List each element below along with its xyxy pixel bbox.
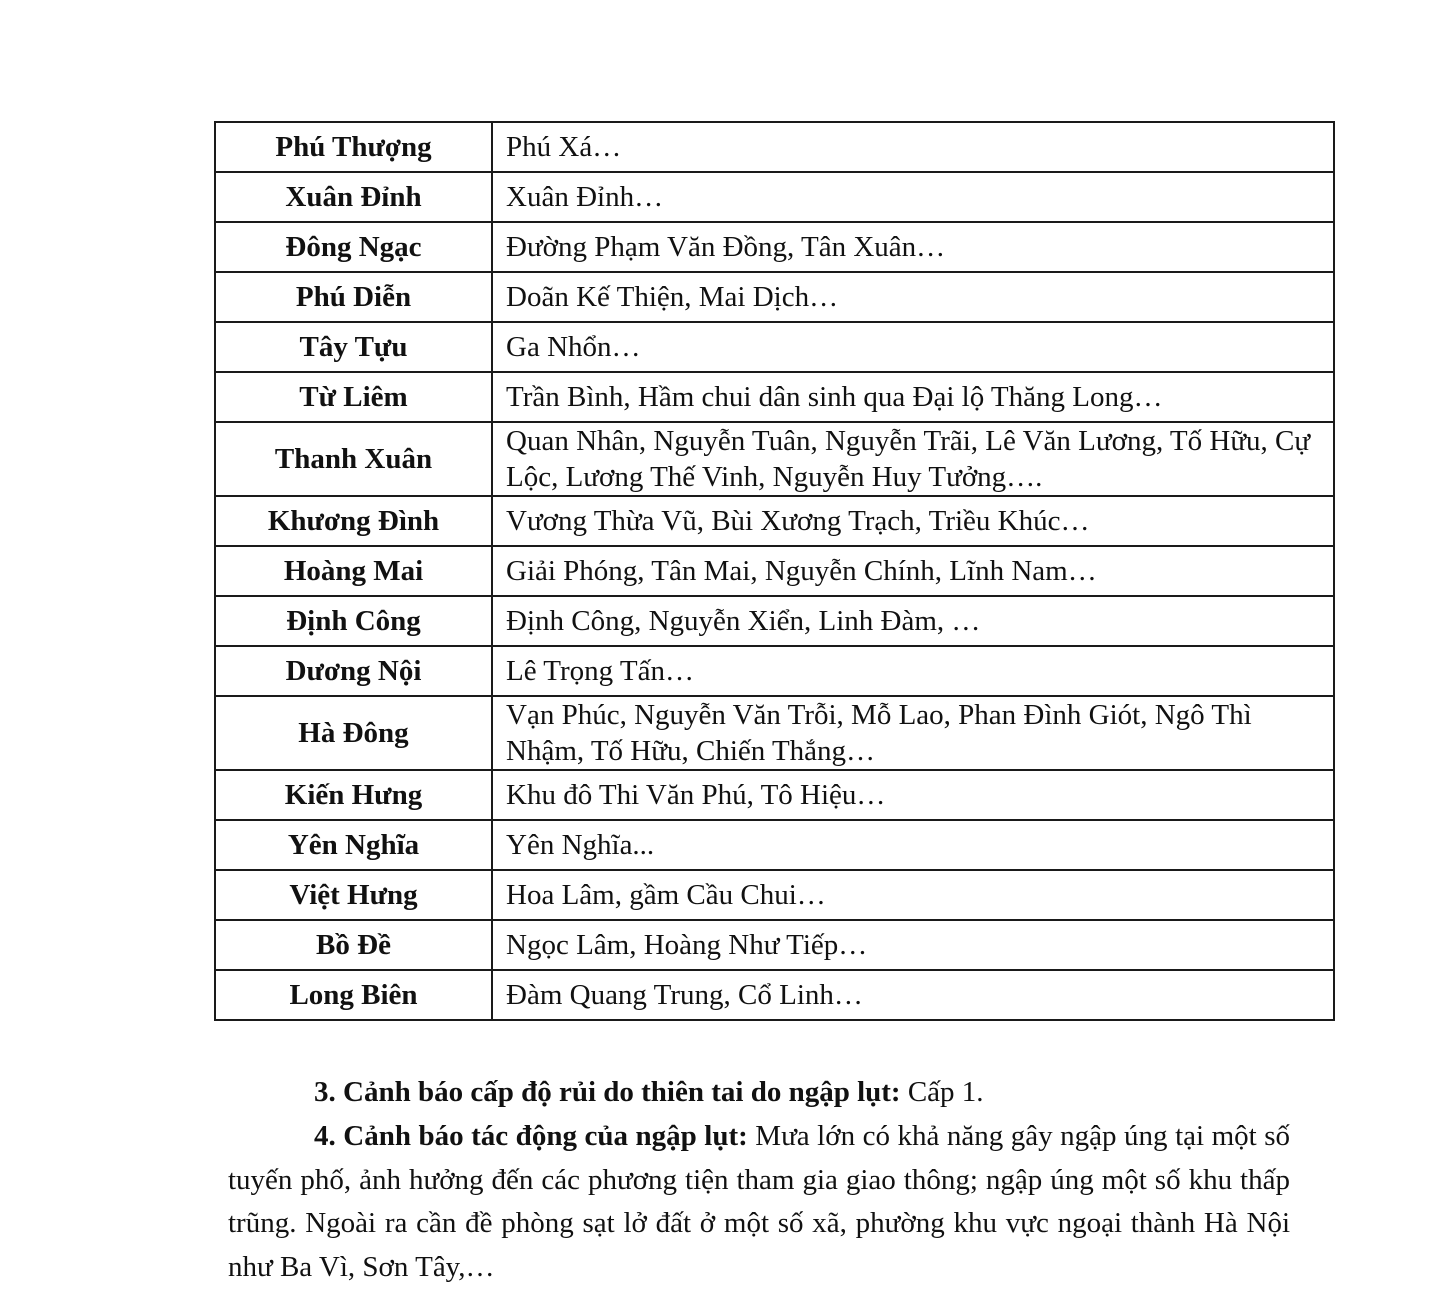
risk-level-heading: 3. Cảnh báo cấp độ rủi do thiên tai do ngập lụt: [314,1076,901,1108]
ward-name-cell: Dương Nội [215,646,492,696]
table-row [215,646,1334,696]
impact-warning-text: Mưa lớn có khả năng gây ngập úng tại một số tuyến phố, ảnh hưởng đến các phương tiện tham gia giao thông; ngập úng một số khu thấp trũng. Ngoài ra cần đề phòng sạt lở đất ở một số xã, phường khu vực ngoại thành Hà Nội như Ba Vì, Sơn Tây,… [228,1120,1290,1283]
table-row [215,920,1334,970]
table-row [215,322,1334,372]
streets-cell: Ga Nhổn… [492,322,1334,372]
streets-cell: Vạn Phúc, Nguyễn Văn Trỗi, Mỗ Lao, Phan Đình Giót, Ngô Thì Nhậm, Tố Hữu, Chiến Thắng… [492,696,1334,770]
ward-name-cell: Bồ Đề [215,920,492,970]
table-row [215,222,1334,272]
ward-name-cell: Từ Liêm [215,372,492,422]
streets-cell: Doãn Kế Thiện, Mai Dịch… [492,272,1334,322]
risk-level-text: Cấp 1. [900,1076,984,1108]
table-row [215,496,1334,546]
table-row [215,122,1334,172]
streets-cell: Ngọc Lâm, Hoàng Như Tiếp… [492,920,1334,970]
ward-name-cell: Hoàng Mai [215,546,492,596]
streets-cell: Xuân Đỉnh… [492,172,1334,222]
risk-level-paragraph [228,1071,1290,1115]
ward-name-cell: Kiến Hưng [215,770,492,820]
ward-name-cell: Việt Hưng [215,870,492,920]
streets-cell: Phú Xá… [492,122,1334,172]
ward-name-cell: Định Công [215,596,492,646]
streets-cell: Đường Phạm Văn Đồng, Tân Xuân… [492,222,1334,272]
streets-cell: Giải Phóng, Tân Mai, Nguyễn Chính, Lĩnh Nam… [492,546,1334,596]
ward-name-cell: Phú Thượng [215,122,492,172]
streets-cell: Quan Nhân, Nguyễn Tuân, Nguyễn Trãi, Lê Văn Lương, Tố Hữu, Cự Lộc, Lương Thế Vinh, Nguyễn Huy Tưởng…. [492,422,1334,496]
streets-cell: Lê Trọng Tấn… [492,646,1334,696]
streets-cell: Khu đô Thi Văn Phú, Tô Hiệu… [492,770,1334,820]
streets-cell: Định Công, Nguyễn Xiển, Linh Đàm, … [492,596,1334,646]
flooding-locations-table [214,121,1335,1021]
ward-name-cell: Yên Nghĩa [215,820,492,870]
streets-cell: Đàm Quang Trung, Cổ Linh… [492,970,1334,1020]
table-row [215,546,1334,596]
table-row [215,696,1334,770]
streets-cell: Trần Bình, Hầm chui dân sinh qua Đại lộ Thăng Long… [492,372,1334,422]
ward-name-cell: Tây Tựu [215,322,492,372]
table-row [215,172,1334,222]
streets-cell: Vương Thừa Vũ, Bùi Xương Trạch, Triều Khúc… [492,496,1334,546]
ward-name-cell: Xuân Đỉnh [215,172,492,222]
ward-name-cell: Long Biên [215,970,492,1020]
impact-warning-heading: 4. Cảnh báo tác động của ngập lụt: [314,1120,748,1152]
streets-cell: Yên Nghĩa... [492,820,1334,870]
table-row [215,372,1334,422]
table-row [215,770,1334,820]
ward-name-cell: Khương Đình [215,496,492,546]
ward-name-cell: Hà Đông [215,696,492,770]
table-row [215,870,1334,920]
impact-warning-paragraph [228,1115,1290,1289]
table-row [215,820,1334,870]
table-row [215,970,1334,1020]
table-row [215,596,1334,646]
streets-cell: Hoa Lâm, gầm Cầu Chui… [492,870,1334,920]
ward-name-cell: Đông Ngạc [215,222,492,272]
ward-name-cell: Phú Diễn [215,272,492,322]
table-row [215,422,1334,496]
ward-name-cell: Thanh Xuân [215,422,492,496]
table-row [215,272,1334,322]
